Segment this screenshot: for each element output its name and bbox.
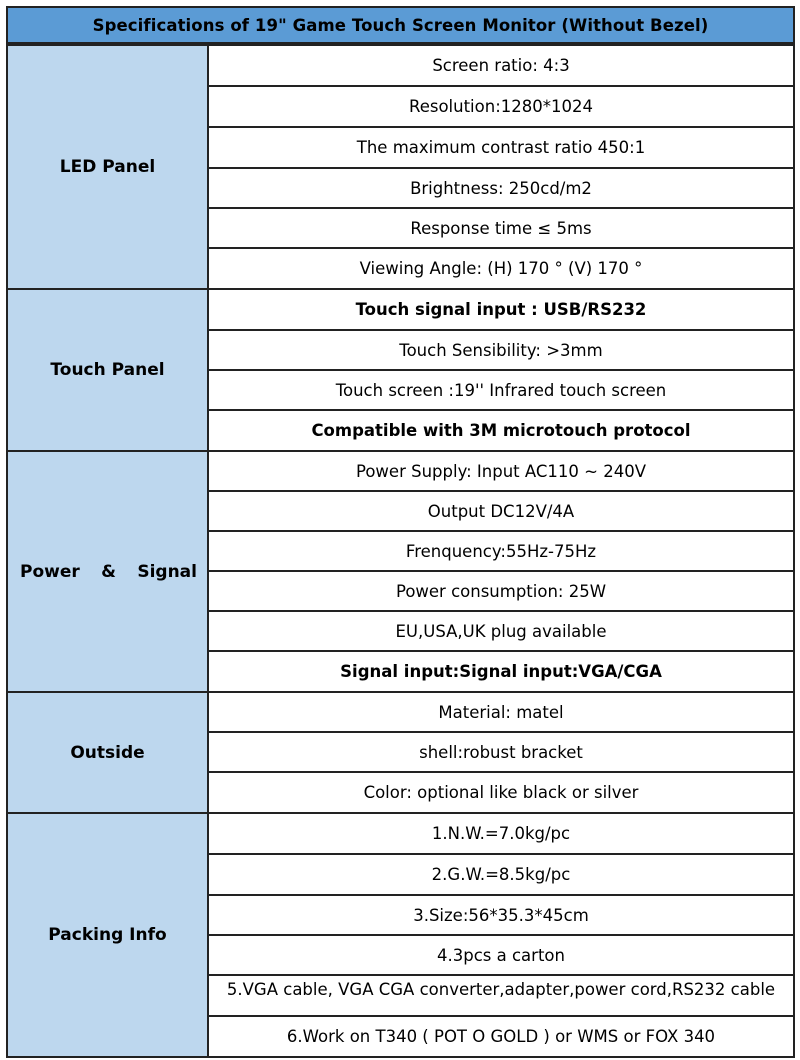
category-led-panel: LED Panel <box>6 44 209 290</box>
category-outside: Outside <box>6 691 209 814</box>
category-packing-info: Packing Info <box>6 812 209 1058</box>
spec-screen-ratio: Screen ratio: 4:3 <box>207 44 795 87</box>
spec-compatibility: 6.Work on T340 ( POT O GOLD ) or WMS or FOX 340 <box>207 1015 795 1058</box>
table-title: Specifications of 19" Game Touch Screen Monitor (Without Bezel) <box>6 6 795 44</box>
spec-color: Color: optional like black or silver <box>207 771 795 814</box>
spec-resolution: Resolution:1280*1024 <box>207 85 795 128</box>
spec-size: 3.Size:56*35.3*45cm <box>207 894 795 937</box>
spec-net-weight: 1.N.W.=7.0kg/pc <box>207 812 795 855</box>
category-word: & <box>101 561 116 582</box>
category-word: Signal <box>137 561 197 582</box>
category-touch-panel: Touch Panel <box>6 288 209 452</box>
spec-viewing-angle: Viewing Angle: (H) 170 ° (V) 170 ° <box>207 247 795 290</box>
category-power-signal <box>6 450 209 693</box>
spec-compatible-protocol: Compatible with 3M microtouch protocol <box>207 409 795 452</box>
spec-touch-sensibility: Touch Sensibility: >3mm <box>207 329 795 372</box>
spec-gross-weight: 2.G.W.=8.5kg/pc <box>207 853 795 896</box>
spec-material: Material: matel <box>207 691 795 734</box>
spec-shell: shell:robust bracket <box>207 731 795 774</box>
spec-contrast-ratio: The maximum contrast ratio 450:1 <box>207 126 795 169</box>
spec-brightness: Brightness: 250cd/m2 <box>207 167 795 210</box>
spec-plug: EU,USA,UK plug available <box>207 610 795 653</box>
spec-carton: 4.3pcs a carton <box>207 934 795 977</box>
spec-touch-screen: Touch screen :19'' Infrared touch screen <box>207 369 795 412</box>
spec-touch-signal-input: Touch signal input : USB/RS232 <box>207 288 795 331</box>
spec-frequency: Frenquency:55Hz-75Hz <box>207 530 795 573</box>
spec-response-time: Response time ≤ 5ms <box>207 207 795 250</box>
spec-accessories: 5.VGA cable, VGA CGA converter,adapter,power cord,RS232 cable <box>207 974 795 1017</box>
spec-signal-input: Signal input:Signal input:VGA/CGA <box>207 650 795 693</box>
spec-power-consumption: Power consumption: 25W <box>207 570 795 613</box>
spec-output: Output DC12V/4A <box>207 490 795 533</box>
spec-power-supply: Power Supply: Input AC110 ~ 240V <box>207 450 795 493</box>
category-word: Power <box>20 561 80 582</box>
